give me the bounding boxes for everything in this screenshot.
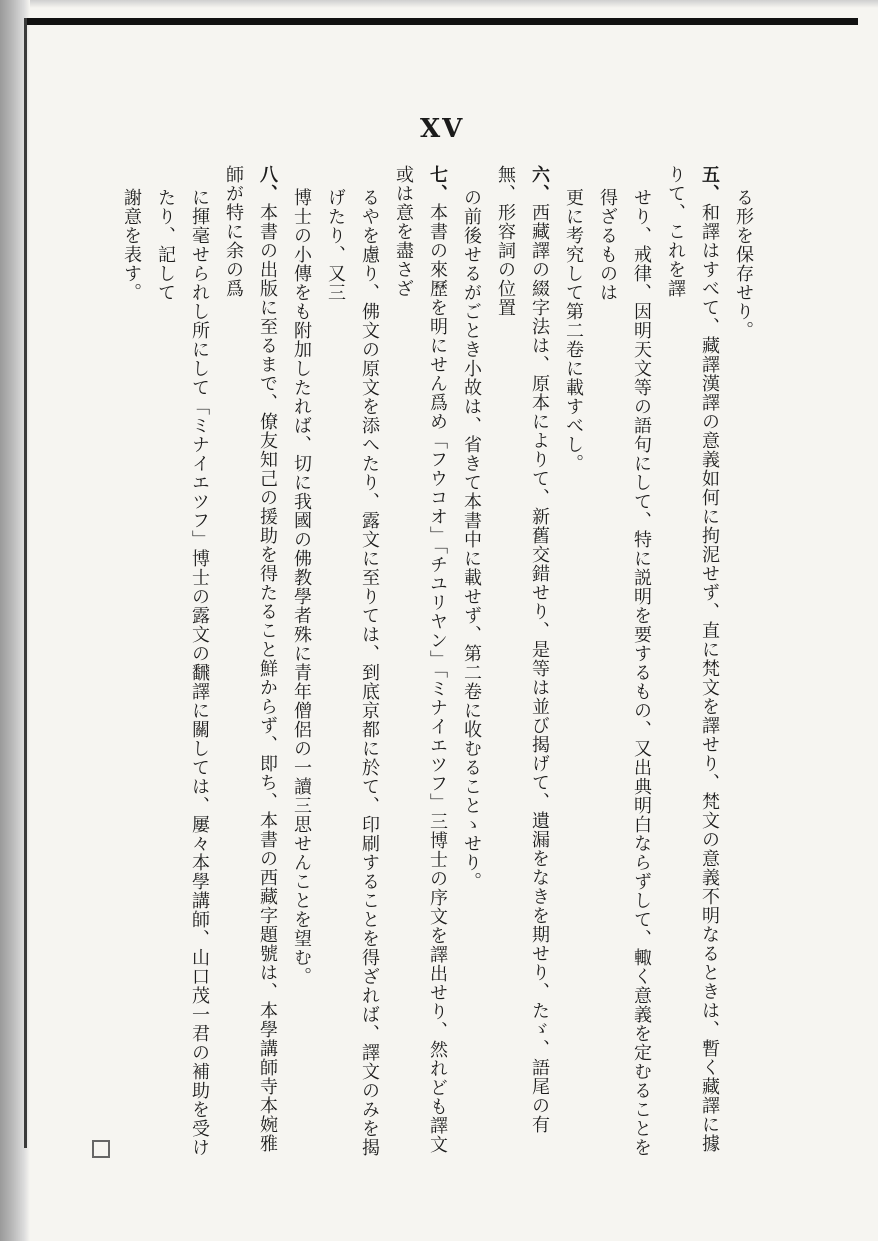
page-number: XV — [420, 114, 465, 144]
item-7-line-1-text: 本書の來歷を明にせん爲め「フウコオ」「チユリヤン」「ミナイエツフ」三博士の序文を譯出せり、然れども譯文或は意を盡さざ — [393, 165, 448, 1154]
item-5-line-1-text: 和譯はすべて、藏譯漢譯の意義如何に拘泥せず、直に梵文を譯せり、梵文の意義不明なるときは、暫く藏譯に據りて、これを譯 — [665, 165, 720, 1153]
item-6-label: 六、 — [529, 165, 550, 203]
item-5-line-2: せり、戒律、因明天文等の語句にして、特に説明を要するもの、又出典明白ならずして、輙く意義を定むることを得ざるものは — [597, 188, 652, 1158]
vertical-text-body — [121, 165, 760, 1165]
item-8-line-2: に揮毫せられし所にして「ミナイエツフ」博士の露文の飜譯に關しては、屢々本學講師、山口茂一君の補助を受けたり、記して — [155, 188, 210, 1158]
left-border-rule — [24, 18, 27, 1148]
item-7-line-3: 博士の小傳をも附加したれば、切に我國の佛教學者殊に青年僧侶の一讀三思せんことを望む。 — [291, 188, 312, 987]
item-7-line-1 — [386, 165, 454, 1165]
item-5-label: 五、 — [699, 165, 720, 203]
item-7-label: 七、 — [427, 165, 448, 203]
item-8-line-1-text: 本書の出版に至るまで、僚友知己の援助を得たること鮮からず、即ち、本書の西藏字題號は、本學講師寺本婉雅師が特に余の爲 — [223, 165, 278, 1153]
top-border-rule — [24, 18, 858, 25]
item-5-line-3: 更に考究して第二卷に載すべし。 — [563, 188, 584, 474]
item-6-line-1 — [488, 165, 556, 1165]
item-6-line-2: の前後せるがごとき小故は、省きて本書中に載せず、第二卷に收むることゝせり。 — [461, 188, 482, 892]
item-8-line-3: 謝意を表す。 — [121, 188, 142, 303]
item-6-line-1-text: 西藏譯の綴字法は、原本によりて、新舊交錯せり、是等は並び揭げて、遺漏をなきを期せり、たゞ、語尾の有無、形容詞の位置 — [495, 165, 550, 1134]
item-7-line-2: るやを慮り、佛文の原文を添へたり、露文に至りては、到底京都に於て、印刷することを得ざれば、譯文のみを揭げたり、又三 — [325, 188, 380, 1158]
item-5-line-1 — [658, 165, 726, 1165]
item-8-line-1 — [216, 165, 284, 1165]
corner-marker — [92, 1140, 110, 1158]
scan-top-edge — [0, 0, 878, 8]
item-8-label: 八、 — [257, 165, 278, 203]
item-4-line-1: る形を保存せり。 — [733, 188, 754, 341]
